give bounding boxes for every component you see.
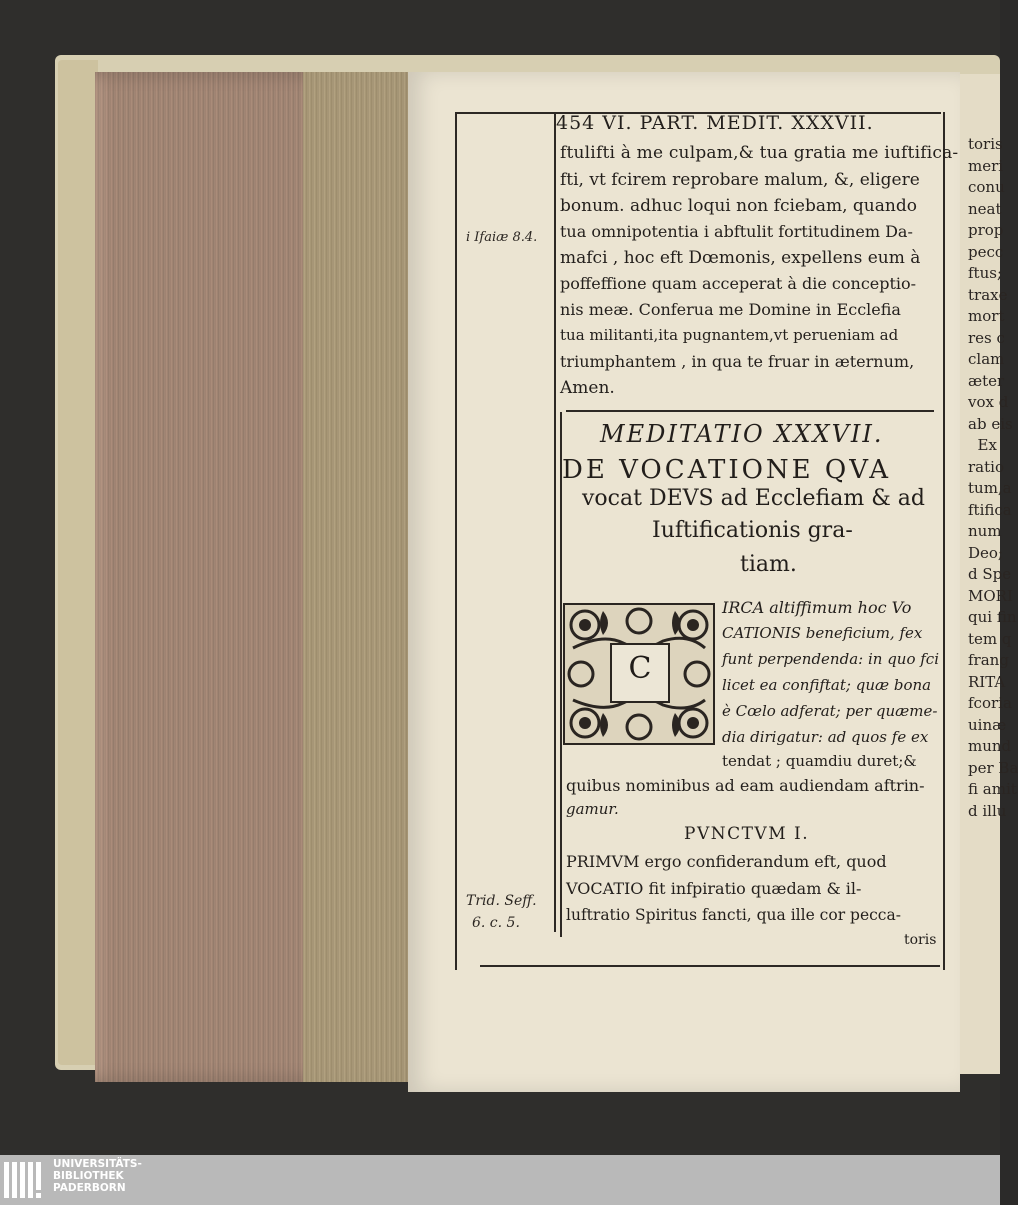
library-name bbox=[53, 1158, 142, 1194]
library-name-line: PADERBORN bbox=[53, 1182, 126, 1194]
body-line: Amen. bbox=[560, 378, 615, 398]
body-line: tua militanti,ita pugnantem,vt perueniam ad bbox=[560, 326, 899, 344]
margin-note: 6. c. 5. bbox=[472, 915, 520, 931]
margin-note: Trid. Seff. bbox=[466, 893, 537, 909]
punctum-line: PRIMVM ergo confiderandum eft, quod bbox=[566, 852, 887, 871]
intro-line: funt perpendenda: in quo fci bbox=[722, 650, 940, 668]
intro-line: gamur. bbox=[566, 800, 619, 818]
body-line: nis meæ. Conferua me Domine in Ecclefia bbox=[560, 300, 901, 319]
meditation-title: MEDITATIO XXXVII. bbox=[600, 420, 884, 448]
margin-note: i Ifaiæ 8.4. bbox=[466, 230, 538, 245]
body-line: poffeffione quam acceperat à die conceptio- bbox=[560, 274, 917, 293]
meditation-subtitle-line: tiam. bbox=[740, 552, 797, 577]
body-line: triumphantem , in qua te fruar in æternum, bbox=[560, 352, 915, 371]
decorated-initial bbox=[563, 603, 715, 745]
intro-line: tendat ; quamdiu duret;& bbox=[722, 752, 917, 770]
body-line: ftulifti à me culpam,& tua gratia me iuftifica- bbox=[560, 143, 959, 163]
right-page-fragment bbox=[960, 74, 1018, 1074]
intro-line: licet ea confiftat; quæ bona bbox=[722, 676, 932, 694]
meditation-subtitle-line: Iuftificationis gra- bbox=[652, 518, 853, 543]
library-logo-icon bbox=[4, 1158, 44, 1202]
margin-rule-lower bbox=[560, 412, 562, 937]
initial-letter: C bbox=[628, 651, 652, 686]
section-separator bbox=[566, 410, 934, 412]
bottom-rule bbox=[480, 965, 940, 967]
section-heading: PVNCTVM I. bbox=[684, 824, 810, 844]
library-name-line: UNIVERSITÄTS- bbox=[53, 1158, 142, 1170]
right-page-text: toris meri conu neat prop pecc ftus; traxe mort res c clam æter vox d ab eis Ex ratio tum,a ftifica num Deo; d Spe MORI qui fin tem q frang RITA fcoria uinæ mund per Ba fi amit d illu bbox=[968, 135, 1018, 820]
intro-line: CATIONIS beneficium, fex bbox=[722, 624, 923, 642]
book-binding-edge bbox=[58, 60, 98, 1065]
intro-line: dia dirigatur: ad quos fe ex bbox=[722, 728, 929, 746]
body-line: tua omnipotentia i abftulit fortitudinem Da- bbox=[560, 222, 913, 241]
body-line: bonum. adhuc loqui non fciebam, quando bbox=[560, 196, 917, 216]
intro-line: è Cœlo adferat; per quæme- bbox=[722, 702, 938, 720]
body-line: mafci , hoc eft Dœmonis, expellens eum à bbox=[560, 248, 921, 268]
initial-box bbox=[610, 643, 670, 703]
running-head: 454 VI. PART. MEDIT. XXXVII. bbox=[556, 112, 874, 134]
body-line: fti, vt fcirem reprobare malum, &, eligere bbox=[560, 170, 920, 190]
punctum-line: luftratio Spiritus fancti, qua ille cor pecca- bbox=[566, 906, 901, 924]
catchword: toris bbox=[904, 932, 937, 948]
meditation-subtitle-line: vocat DEVS ad Ecclefiam & ad bbox=[582, 486, 925, 511]
margin-rule bbox=[554, 112, 556, 932]
intro-line: IRCA altiffimum hoc Vo bbox=[722, 598, 912, 617]
punctum-line: VOCATIO fit infpiratio quædam & il- bbox=[566, 879, 862, 898]
library-name-line: BIBLIOTHEK bbox=[53, 1170, 124, 1182]
meditation-subtitle: DE VOCATIONE QVA bbox=[562, 455, 891, 485]
footer-bar bbox=[0, 1155, 1000, 1205]
intro-line: quibus nominibus ad eam audiendam aftrin- bbox=[566, 776, 925, 795]
page-block-edge bbox=[95, 72, 413, 1082]
